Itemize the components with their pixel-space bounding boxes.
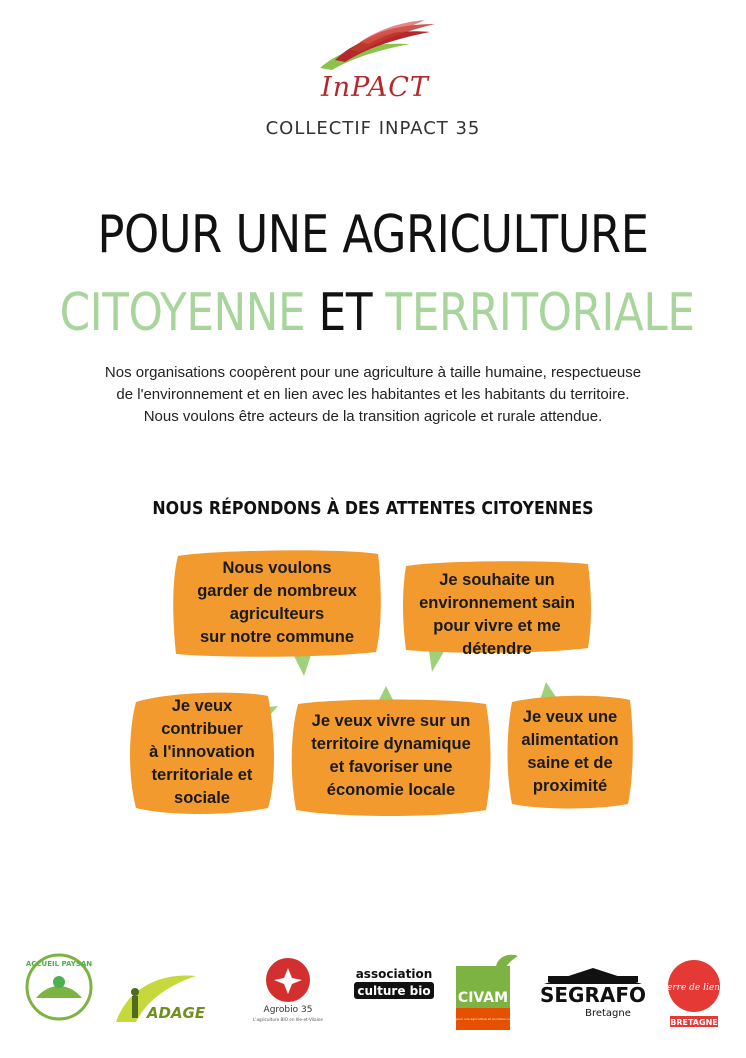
segrafo-text: SEGRAFO <box>539 983 647 1007</box>
agrobio-text: Agrobio 35 <box>263 1005 313 1015</box>
speech-bubble <box>402 560 592 670</box>
culture-bio-line-1: association <box>355 967 433 981</box>
intro-line-3: Nous voulons être acteurs de la transition agricole et rurale attendue. <box>143 408 603 425</box>
terre-de-liens-logo <box>664 958 724 1030</box>
speech-bubble <box>290 698 492 814</box>
page-title-line-2 <box>59 283 695 343</box>
civam-text: CIVAM <box>457 990 509 1006</box>
culture-bio-logo <box>352 962 436 1002</box>
terre-de-liens-text: terre de liens <box>663 983 725 993</box>
title-word-et: ET <box>318 283 373 343</box>
civam-logo <box>440 950 526 1032</box>
bubble-text: Je veux une alimentation saine et de proximité <box>521 708 619 795</box>
bubble-text: Je souhaite un environnement sain pour vivre et me détendre <box>419 571 575 658</box>
speech-bubble <box>128 688 276 816</box>
civam-subtext: Initiatives pour une agriculture et un milieu rural vivants <box>440 1017 526 1021</box>
agrobio-subtext: L'agriculture BIO en Ille-et-Vilaine <box>252 1017 324 1022</box>
speech-bubble <box>172 548 382 658</box>
intro-line-2: de l'environnement et en lien avec les habitantes et les habitants du territoire. <box>116 386 630 403</box>
bubble-text: Nous voulons garder de nombreux agriculteurs sur notre commune <box>197 559 357 646</box>
collectif-label: COLLECTIF INPACT 35 <box>265 118 481 139</box>
title-word-territoriale: TERRITORIALE <box>385 283 695 343</box>
agrobio-logo <box>248 954 328 1026</box>
culture-bio-line-2: culture bio <box>357 984 431 998</box>
title-word-citoyenne: CITOYENNE <box>59 283 306 343</box>
bubble-text: Je veux vivre sur un territoire dynamique et favoriser une économie locale <box>311 712 471 799</box>
inpact-logo-text: InPACT <box>321 72 429 103</box>
speech-bubble <box>506 694 634 810</box>
intro-paragraph <box>60 362 686 428</box>
adage-logo <box>106 962 216 1028</box>
intro-line-1: Nos organisations coopèrent pour une agriculture à taille humaine, respectueuse <box>104 364 642 381</box>
terre-de-liens-subtext: BRETAGNE <box>670 1018 718 1027</box>
segrafo-subtext: Bretagne <box>585 1008 631 1019</box>
page-title-line-1: POUR UNE AGRICULTURE <box>97 205 649 265</box>
section-title: NOUS RÉPONDONS À DES ATTENTES CITOYENNES <box>152 498 594 519</box>
adage-text: ADAGE <box>146 1004 206 1022</box>
accueil-paysan-text: ACCUEIL PAYSAN <box>25 960 93 968</box>
accueil-paysan-logo <box>24 952 94 1022</box>
bubble-text: Je veux contribuer à l'innovation territoriale et sociale <box>149 696 255 807</box>
segrafo-logo <box>538 966 648 1022</box>
